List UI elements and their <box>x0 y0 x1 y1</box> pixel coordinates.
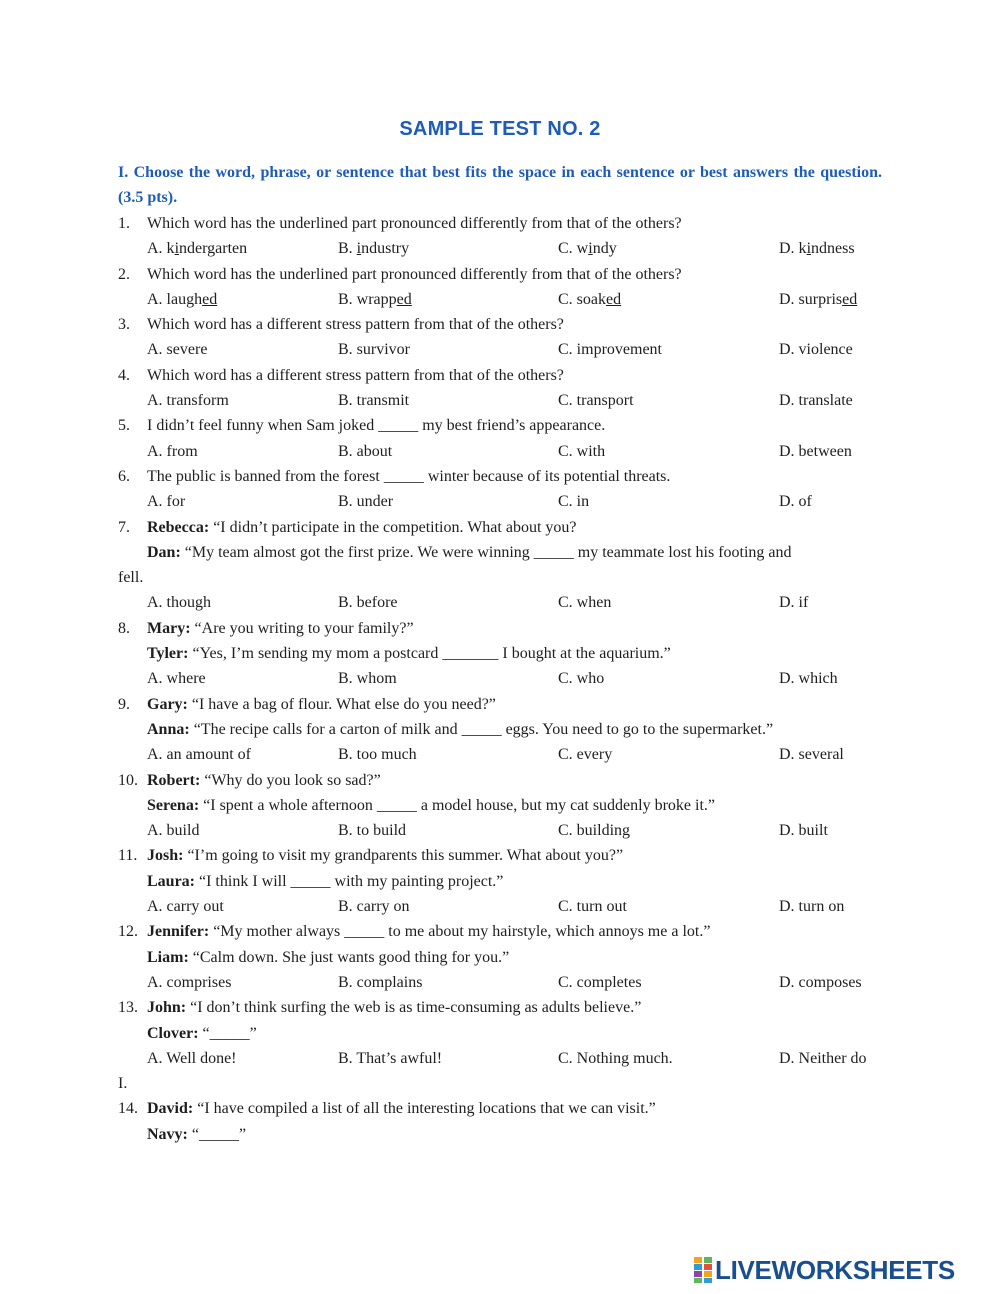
option-a[interactable]: A. where <box>147 670 206 688</box>
dialogue-line: Jennifer: “My mother always _____ to me about my hairstyle, which annoys me a lot.” <box>147 923 711 941</box>
option-c[interactable]: C. Nothing much. <box>558 1049 673 1067</box>
options-row <box>118 818 888 843</box>
question-number: 7. <box>118 518 130 536</box>
speaker-name: Gary: <box>147 695 188 713</box>
option-c[interactable]: C. soaked <box>558 290 622 308</box>
dialogue-line: Anna: “The recipe calls for a carton of milk and _____ eggs. You need to go to the supermarket.” <box>147 720 774 738</box>
question-2 <box>118 262 888 287</box>
question-number: 13. <box>118 999 138 1017</box>
option-a[interactable]: A. Well done! <box>147 1049 237 1067</box>
question-number: 3. <box>118 316 130 334</box>
dialogue-continuation: fell. <box>118 569 144 587</box>
options-row <box>118 1046 888 1071</box>
option-d[interactable]: D. violence <box>779 341 853 359</box>
option-c[interactable]: C. every <box>558 746 613 764</box>
option-c[interactable]: C. improvement <box>558 341 662 359</box>
question-number: 4. <box>118 366 130 384</box>
speaker-name: Mary: <box>147 619 191 637</box>
speaker-name: Josh: <box>147 847 184 865</box>
dialogue-line: Clover: “_____” <box>147 1024 257 1042</box>
option-d[interactable]: D. composes <box>779 973 862 991</box>
options-row <box>118 894 888 919</box>
option-d[interactable]: D. turn on <box>779 898 845 916</box>
speaker-name: Liam: <box>147 948 189 966</box>
option-b[interactable]: B. complains <box>338 973 423 991</box>
option-c[interactable]: C. turn out <box>558 898 627 916</box>
question-number: 5. <box>118 417 130 435</box>
dialogue-row <box>118 869 888 894</box>
speaker-name: Laura: <box>147 872 195 890</box>
dialogue-row <box>118 945 888 970</box>
option-c[interactable]: C. who <box>558 670 605 688</box>
option-b[interactable]: B. carry on <box>338 898 410 916</box>
question-text: Which word has a different stress pattern from that of the others? <box>147 366 564 384</box>
question-6 <box>118 464 888 489</box>
question-number: 1. <box>118 215 130 232</box>
option-a[interactable]: A. from <box>147 442 198 460</box>
option-c[interactable]: C. when <box>558 594 612 612</box>
speaker-name: Dan: <box>147 543 181 561</box>
option-c[interactable]: C. transport <box>558 392 634 410</box>
dialogue-line: Gary: “I have a bag of flour. What else do you need?” <box>147 695 496 713</box>
options-row <box>118 590 888 615</box>
dialogue-line: Serena: “I spent a whole afternoon _____ a model house, but my cat suddenly broke it.” <box>147 796 716 814</box>
question-1 <box>118 211 888 236</box>
option-b[interactable]: B. wrapped <box>338 290 412 308</box>
question-7 <box>118 515 888 540</box>
option-c[interactable]: C. building <box>558 822 631 840</box>
dialogue-line: Tyler: “Yes, I’m sending my mom a postcard _______ I bought at the aquarium.” <box>147 645 671 663</box>
speaker-name: Serena: <box>147 796 200 814</box>
option-continuation: I. <box>118 1075 128 1093</box>
speaker-name: David: <box>147 1100 194 1118</box>
option-d[interactable]: D. Neither do <box>779 1049 867 1067</box>
question-4 <box>118 363 888 388</box>
option-a[interactable]: A. build <box>147 822 200 840</box>
liveworksheets-logo-icon <box>694 1257 712 1283</box>
speaker-name: Navy: <box>147 1125 188 1143</box>
liveworksheets-logo[interactable] <box>694 1255 955 1285</box>
option-d[interactable]: D. several <box>779 746 844 764</box>
option-a[interactable]: A. carry out <box>147 898 224 916</box>
option-d[interactable]: D. kindness <box>779 240 855 258</box>
option-d[interactable]: D. translate <box>779 392 853 410</box>
question-number: 6. <box>118 467 130 485</box>
dialogue-line: Robert: “Why do you look so sad?” <box>147 771 381 789</box>
speaker-name: Robert: <box>147 771 201 789</box>
question-text: Which word has the underlined part pronounced differently from that of the others? <box>147 265 682 283</box>
speaker-name: Jennifer: <box>147 923 210 941</box>
dialogue-line: Navy: “_____” <box>147 1125 247 1143</box>
option-d[interactable]: D. of <box>779 493 812 511</box>
dialogue-row <box>118 641 888 666</box>
options-row <box>118 666 888 691</box>
option-wrap <box>118 1071 888 1096</box>
question-list <box>118 211 888 1147</box>
option-b[interactable]: B. transmit <box>338 392 410 410</box>
question-12 <box>118 919 888 944</box>
option-a[interactable]: A. an amount of <box>147 746 251 764</box>
option-d[interactable]: D. which <box>779 670 838 688</box>
dialogue-line: Rebecca: “I didn’t participate in the competition. What about you? <box>147 518 577 536</box>
option-b[interactable]: B. That’s awful! <box>338 1049 443 1067</box>
question-text: The public is banned from the forest _____ winter because of its potential threats. <box>147 467 671 485</box>
option-a[interactable]: A. transform <box>147 392 229 410</box>
dialogue-row <box>118 1122 888 1147</box>
question-number: 10. <box>118 771 138 789</box>
question-3 <box>118 312 888 337</box>
option-c[interactable]: C. windy <box>558 240 617 258</box>
dialogue-line: John: “I don’t think surfing the web is as time-consuming as adults believe.” <box>147 999 642 1017</box>
speaker-name: Tyler: <box>147 645 189 663</box>
dialogue-line: Liam: “Calm down. She just wants good thing for you.” <box>147 948 510 966</box>
speaker-name: John: <box>147 999 187 1017</box>
question-text: Which word has the underlined part pronounced differently from that of the others? <box>147 215 682 232</box>
speaker-name: Clover: <box>147 1024 199 1042</box>
option-c[interactable]: C. with <box>558 442 606 460</box>
dialogue-line: David: “I have compiled a list of all the interesting locations that we can visit.” <box>147 1100 656 1118</box>
option-d[interactable]: D. built <box>779 822 828 840</box>
question-text: Which word has a different stress pattern from that of the others? <box>147 316 564 334</box>
option-a[interactable]: A. severe <box>147 341 208 359</box>
speaker-name: Anna: <box>147 720 190 738</box>
option-d[interactable]: D. between <box>779 442 852 460</box>
options-row <box>118 489 888 514</box>
question-14 <box>118 1096 888 1121</box>
dialogue-row <box>118 540 888 565</box>
question-13 <box>118 995 888 1020</box>
options-row <box>118 236 888 261</box>
section-instruction: I. Choose the word, phrase, or sentence that best fits the space in each sentence or best answers the question. (3.5 pts). <box>118 164 882 207</box>
options-row <box>118 970 888 995</box>
dialogue-line: Josh: “I’m going to visit my grandparents this summer. What about you?” <box>147 847 624 865</box>
dialogue-line: Mary: “Are you writing to your family?” <box>147 619 414 637</box>
option-a[interactable]: A. for <box>147 493 186 511</box>
option-a[interactable]: A. comprises <box>147 973 232 991</box>
question-9 <box>118 692 888 717</box>
option-a[interactable]: A. laughed <box>147 290 218 308</box>
option-a[interactable]: A. though <box>147 594 211 612</box>
question-number: 9. <box>118 695 130 713</box>
question-10 <box>118 768 888 793</box>
question-number: 2. <box>118 265 130 283</box>
options-row <box>118 337 888 362</box>
options-row <box>118 439 888 464</box>
question-8 <box>118 616 888 641</box>
option-c[interactable]: C. completes <box>558 973 642 991</box>
question-number: 14. <box>118 1100 138 1118</box>
options-row <box>118 742 888 767</box>
speaker-name: Rebecca: <box>147 518 210 536</box>
option-b[interactable]: B. to build <box>338 822 407 840</box>
dialogue-line: Dan: “My team almost got the first prize. We were winning _____ my teammate lost his footing and <box>147 543 792 561</box>
option-b[interactable]: B. too much <box>338 746 417 764</box>
option-b[interactable]: B. survivor <box>338 341 410 359</box>
option-d[interactable]: D. surprised <box>779 290 858 308</box>
dialogue-row <box>118 1021 888 1046</box>
option-c[interactable]: C. in <box>558 493 590 511</box>
dialogue-line: Laura: “I think I will _____ with my painting project.” <box>147 872 504 890</box>
question-text: I didn’t feel funny when Sam joked _____ my best friend’s appearance. <box>147 417 606 435</box>
option-b[interactable]: B. under <box>338 493 394 511</box>
question-5 <box>118 413 888 438</box>
question-number: 12. <box>118 923 138 941</box>
options-row <box>118 287 888 312</box>
question-number: 8. <box>118 619 130 637</box>
question-number: 11. <box>118 847 138 865</box>
option-a[interactable]: A. kindergarten <box>147 240 248 258</box>
option-b[interactable]: B. about <box>338 442 393 460</box>
dialogue-wrap <box>118 565 888 590</box>
option-b[interactable]: B. industry <box>338 240 410 258</box>
option-b[interactable]: B. whom <box>338 670 397 688</box>
option-d[interactable]: D. if <box>779 594 809 612</box>
option-b[interactable]: B. before <box>338 594 398 612</box>
dialogue-row <box>118 717 888 742</box>
logo-text: LIVEWORKSHEETS <box>715 1255 955 1285</box>
question-11 <box>118 843 888 868</box>
page-title: SAMPLE TEST NO. 2 <box>399 118 601 140</box>
options-row <box>118 388 888 413</box>
dialogue-row <box>118 793 888 818</box>
